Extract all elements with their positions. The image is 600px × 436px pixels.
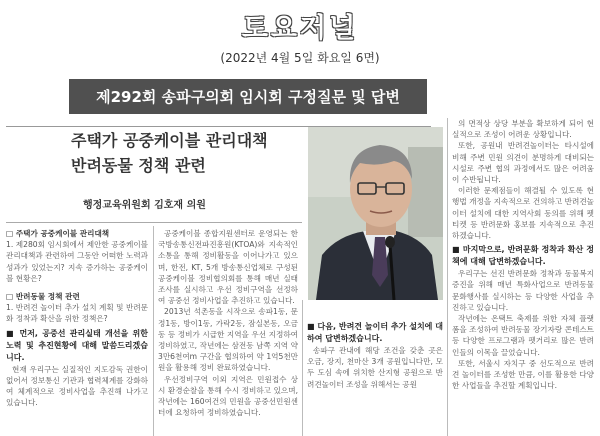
answer-1-text: 현재 우리구는 실질적인 지도감독 권한이 없어서 정보통신 기관과 협력체계를 강화하여 체계적으로 정비사업을 추진해 나가고 있습니다. [6, 364, 148, 408]
question-1-title: □ 주택가 공중케이블 관리대책 [6, 229, 110, 238]
column-rule [302, 300, 303, 436]
article-column-2 [158, 228, 298, 418]
col4-paragraph-2: 또한, 공원내 반려견놀이터는 타시설에 비해 주변 민원 의견이 분명하게 대비되는 시설로 주변 협의 과정에서도 많은 어려움이 수반됩니다. [452, 141, 594, 185]
question-1-text: 1. 제280회 임시회에서 제안한 공중케이블 관리대책과 관련하여 그동안 어떠한 노력과 성과가 있었는지? 지속 증가하는 공중케이블 현황은? [6, 240, 148, 283]
col4-paragraph-6: 또한, 서울시 자치구 중 선도적으로 반려견 놀이터를 조성한 만큼, 이를 활용한 다양한 사업들을 추진할 계획입니다. [452, 358, 594, 391]
column-rule [153, 226, 154, 436]
article-column-3 [307, 318, 443, 390]
member-photo [308, 127, 443, 300]
col4-paragraph-5: 작년에는 온택트 축제를 위한 자체 플랫폼을 조성하여 반려동물 장기자랑 콘테스트 등 다양한 프로그램과 펫거리로 많은 반려인들의 이목을 끌었습니다. [452, 314, 594, 357]
section-banner: 제292회 송파구의회 임시회 구정질문 및 답변 [69, 79, 427, 114]
question-2-text: 1. 반려견 놀이터 추가 설치 계획 및 반려문화 정착과 확산을 위한 정책은? [6, 303, 148, 324]
column-rule [447, 118, 448, 436]
headline [71, 128, 301, 178]
col2-paragraph-3: 우선정비구역 이외 지역은 민원접수 상시 환경순찰을 통해 수시 정비하고 있으며, 작년에는 160여건의 민원을 공중선민원센터에 요청하여 정비하였습니다. [158, 374, 298, 418]
answer-2-text: 송파구 관내에 해당 조건을 갖춘 곳은 오금, 장지, 천마산 3개 공원입니다만, 모두 도심 속에 위치한 산지형 공원으로 반려견놀이터 조성을 위해서는 공원 [307, 346, 443, 389]
headline-line-2: 반려동물 정책 관련 [71, 156, 206, 175]
member-portrait-image [308, 127, 443, 300]
article-column-4 [452, 118, 594, 391]
col2-paragraph-2: 2013년 석촌동을 시작으로 송파1동, 문정1동, 방이1동, 가락2동, 잠실본동, 오금동 등 정비가 시급한 지역을 우선 지정하여 정비하였고, 작년에는 삼전동 남쪽 지역 약 3만6천여m 구간을 협의하여 약 1억5천만원을 활용해 정비 완료하였습니다. [158, 307, 298, 373]
answer-3-heading: ■ 마지막으로, 반려문화 정착과 확산 정책에 대해 답변하겠습니다. [452, 245, 594, 267]
answer-2-heading: ■ 다음, 반려견 놀이터 추가 설치에 대하여 답변하겠습니다. [307, 322, 443, 343]
answer-1-heading: ■ 먼저, 공중선 관리실태 개선을 위한 노력 및 추진현황에 대해 말씀드리겠습니다. [6, 328, 148, 362]
col4-paragraph-1: 의 면적상 상당 부분을 확보하게 되어 현실적으로 조성이 어려운 상황입니다. [452, 119, 594, 140]
article-column-1 [6, 228, 148, 408]
byline-rule [6, 222, 302, 223]
col4-paragraph-4: 우리구는 선진 반려문화 정착과 동물복지 증진을 위해 매년 특화사업으로 반려동물 문화행사를 실시하는 등 다양한 사업을 추진하고 있습니다. [452, 269, 594, 312]
headline-line-1: 주택가 공중케이블 관리대책 [71, 131, 268, 150]
masthead: 토요저널 [241, 13, 359, 44]
question-2-title: □ 반려동물 정책 관련 [6, 292, 80, 302]
dateline: (2022년 4월 5일 화요일 6면) [220, 51, 380, 65]
byline: 행정교육위원회 김호재 의원 [83, 200, 206, 211]
col2-paragraph-1: 공중케이블 종합지원센터로 운영되는 한국방송통신전파진흥원(KTOA)와 지속적인 소통을 통해 정비활동을 이어나가고 있으며, 한전, KT, 5개 방송통신업체로 구성된 공중케이블 정비협의회를 통해 매년 실태조사를 실시하고 우선 정비구역을 선정하여 공중선 정비사업을 추진하고 있습니다. [158, 229, 298, 306]
col4-paragraph-3: 이러한 문제점들이 해결될 수 있도록 현행법 개정을 지속적으로 건의하고 반려견놀이터 설치에 대한 지역사회 동의를 위해 펫티켓 등 반려문화 홍보를 지속적으로 추진하겠습니다. [452, 186, 594, 241]
